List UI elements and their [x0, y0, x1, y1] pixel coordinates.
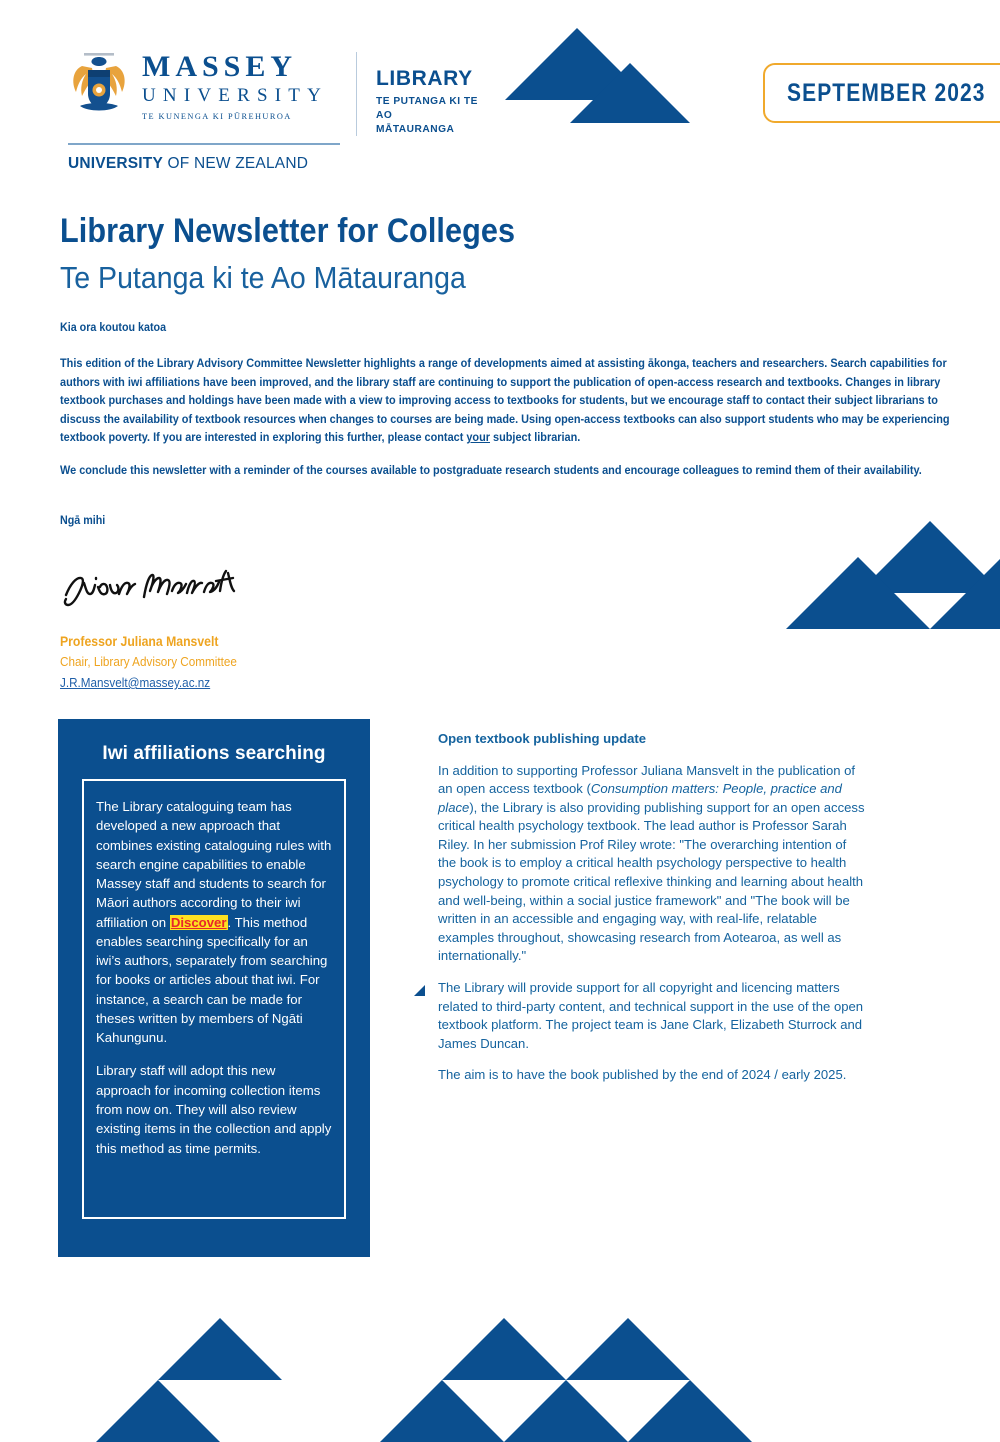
intro-paragraph-2: We conclude this newsletter with a reminder of the courses available to postgraduate research students and encourage colleagues to remind them of their availability.	[60, 463, 922, 478]
library-subtitle	[376, 95, 488, 136]
massey-crest-icon	[68, 50, 130, 122]
otp1-part-a: In addition to supporting Professor Juliana Mansvelt in the publication of an open access textbook (	[438, 762, 856, 797]
bulleted-paragraph-row	[438, 979, 868, 1085]
signature-name: Professor Juliana Mansvelt	[60, 634, 219, 649]
panel-p1-part-a: The Library cataloguing team has developed a new approach that combines existing cataloguing rules with search engine capabilities to enable Massey staff and students to search for Māori authors according to their iwi affiliation on	[96, 799, 332, 930]
discover-link[interactable]: Discover	[170, 914, 227, 930]
header-triangle-up-small	[570, 63, 690, 123]
library-title: LIBRARY	[376, 67, 473, 90]
masthead-vertical-divider	[356, 52, 357, 136]
section-title-open-textbook: Open textbook publishing update	[438, 731, 647, 746]
library-identifier	[376, 68, 488, 136]
open-textbook-paragraph-2: The Library will provide support for all copyright and licencing matters related to third-party content, and technical support in the use of the open textbook platform. The project team is Jane Clark, Elizabeth Sturrock and James Duncan.	[438, 979, 864, 1051]
wordmark-massey: MASSEY	[142, 50, 298, 83]
library-subtitle-line2: MĀTAURANGA	[376, 123, 455, 135]
footer-triangle-5-up	[380, 1380, 504, 1442]
footer-triangle-4-up	[566, 1318, 690, 1380]
your-subject-librarian-link[interactable]: your	[466, 430, 491, 445]
intro-p1-part-b: subject librarian.	[490, 430, 581, 445]
intro-body	[60, 354, 966, 494]
open-textbook-paragraph-1	[438, 762, 868, 966]
signature-role: Chair, Library Advisory Committee	[60, 654, 237, 669]
intro-p1-part-a: This edition of the Library Advisory Committee Newsletter highlights a range of developments aimed at assisting ākonga, teachers and researchers. Search capabilities for authors with iwi affiliations have been improved, and the library staff are continuing to support the publication of open-access research and textbooks. Changes in library textbook purchases and holdings have been made with a view to improving access to textbooks for students, but we encourage staff to contact their subject librarians to discuss the availability of textbook resources when changes to courses are being made. Using open-access textbooks can also support students who may be experiencing textbook poverty. If you are interested in exploring this further, please contact	[60, 356, 950, 445]
triangle-bullet-icon	[414, 985, 425, 996]
intro-paragraph-1	[60, 354, 966, 447]
date-badge-label: SEPTEMBER 2023	[787, 78, 986, 107]
footer-triangle-3-up	[442, 1318, 566, 1380]
panel-paragraph-1	[96, 797, 332, 1047]
library-subtitle-line1: TE PUTANGA KI TE AO	[376, 96, 478, 121]
signoff-text: Ngā mihi	[60, 513, 106, 527]
panel-p1-part-b: . This method enables searching specifically for an iwi’s authors, separately from searching for books or articles about that iwi. For instance, a search can be made for theses written by members of Ngāti Kahungunu.	[96, 914, 328, 1046]
page-title: Library Newsletter for Colleges	[60, 212, 516, 250]
book-title-italic: Consumption matters: People, practice and place	[438, 781, 842, 815]
open-textbook-paragraph-3: The aim is to have the book published by the end of 2024 / early 2025.	[438, 1067, 847, 1083]
date-badge	[763, 63, 1000, 123]
right-triangle-bottom-right	[930, 557, 1000, 629]
masthead	[68, 48, 488, 172]
otp1-part-b: ), the Library is also providing publishing support for an open access critical health psychology textbook. The lead author is Professor Sarah Riley. In her submission Prof Riley wrote: "The overarching intention of the book is to employ a critical health psychology perspective to health psychology to promote critical reflexive thinking and learning about health and well-being, within a social justice framework" and "The book will be written in an accessible and engaging way, with real-life, relatable examples throughout, showcasing research from Aotearoa, as well as internationally."	[438, 799, 865, 964]
wordmark-university: UNIVERSITY	[142, 85, 328, 106]
page-subtitle: Te Putanga ki te Ao Mātauranga	[60, 260, 466, 295]
footer-triangle-2-up	[96, 1380, 220, 1442]
wordmark-university-of-new-zealand: UNIVERSITY OF NEW ZEALAND	[68, 155, 309, 172]
wordmark-motto: TE KUNENGA KI PŪREHUROA	[142, 111, 292, 121]
right-triangle-bottom-left	[786, 557, 930, 629]
masthead-divider-line	[68, 143, 340, 145]
footer-triangle-6-up	[504, 1380, 628, 1442]
open-textbook-section	[438, 730, 868, 1098]
panel-title: Iwi affiliations searching	[102, 743, 326, 764]
panel-inner-box	[82, 779, 346, 1219]
footer-triangle-1-up	[158, 1318, 282, 1380]
panel-paragraph-2: Library staff will adopt this new approach for incoming collection items from now on. They will also review existing items in the collection and apply this method as time permits.	[96, 1063, 332, 1156]
footer-triangle-7-up	[628, 1380, 752, 1442]
greeting-text: Kia ora koutou katoa	[60, 320, 167, 334]
massey-wordmark	[142, 52, 328, 121]
iwi-affiliations-panel	[58, 719, 370, 1257]
signature-email-link[interactable]: J.R.Mansvelt@massey.ac.nz	[60, 675, 211, 690]
handwritten-signature-image	[60, 565, 245, 610]
